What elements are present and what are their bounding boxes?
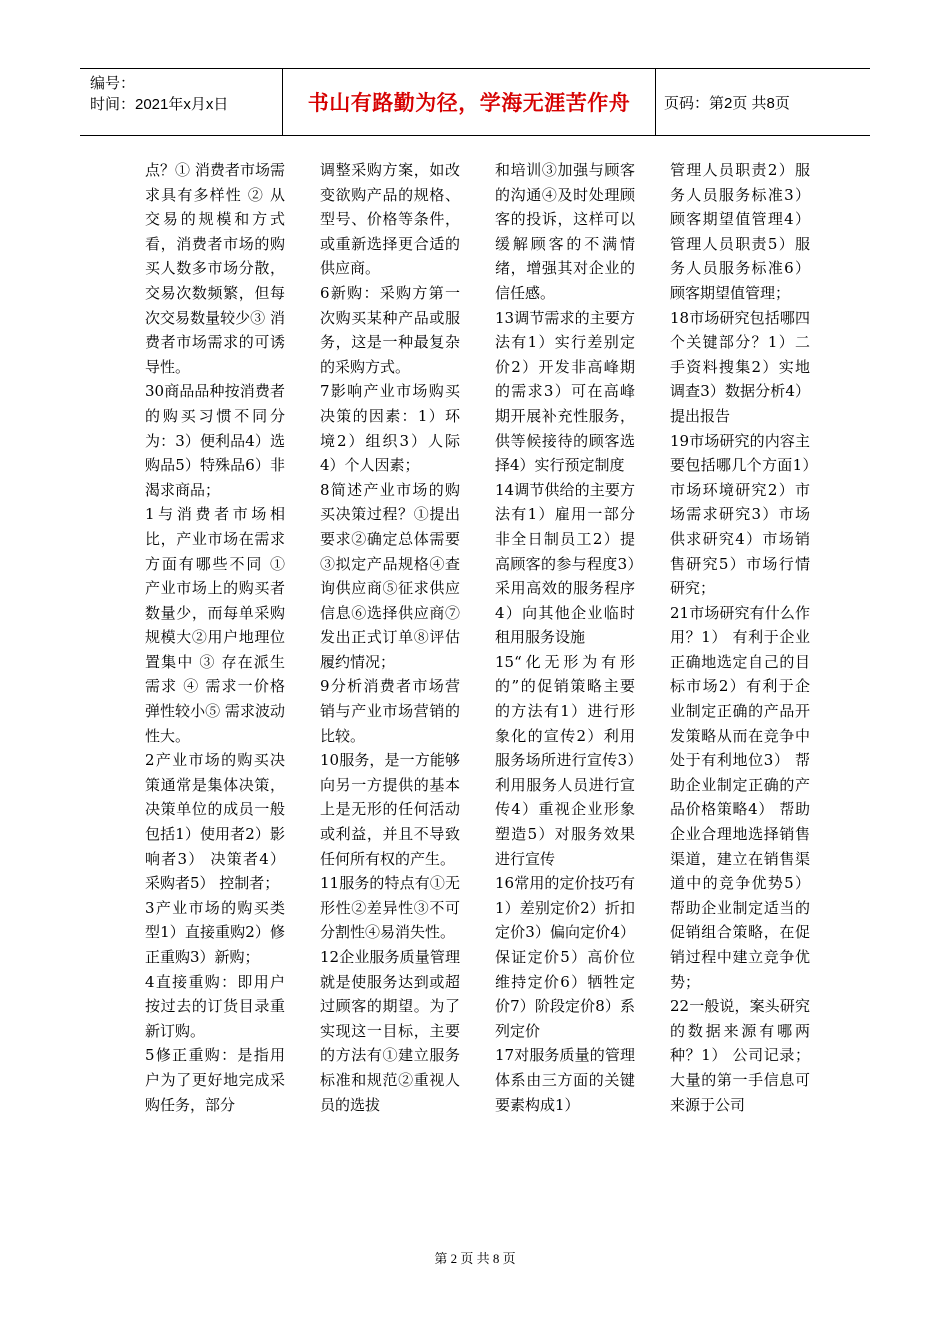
text-column-4 [670,158,810,1240]
paragraph: 2产业市场的购买决策通常是集体决策，决策单位的成员一般包括1）使用者2）影响者3） 决策者4） 采购者5） 控制者； [145,751,285,893]
document-time-label: 时间：2021年x月x日 [90,96,229,113]
header-motto: 书山有路勤为径，学海无涯苦作舟 [307,91,631,115]
paragraph: 15“化无形为有形的”的促销策略主要的方法有1）进行形象化的宣传2）利用服务场所进行宣传3）利用服务人员进行宣传4）重视企业形象塑造5）对服务效果进行宣传 [495,652,635,868]
header-page-cell [656,69,870,135]
paragraph: 1与消费者市场相比，产业市场在需求方面有哪些不同 ① 产业市场上的购买者数量少，而每单采购规模大②用户地理位置集中 ③ 存在派生需求 ④ 需求一价格弹性较小⑤ 需求波动性大。 [145,505,285,745]
paragraph: 10服务，是一方能够向另一方提供的基本上是无形的任何活动或利益，并且不导致任何所有权的产生。 [320,751,460,868]
paragraph: 调整采购方案，如改变欲购产品的规格、型号、价格等条件，或重新选择更合适的供应商。 [320,161,460,278]
paragraph: 16常用的定价技巧有1）差别定价2）折扣定价3）偏向定价4）保证定价5）高价位维持定价6）牺牲定价7）阶段定价8）系列定价 [495,874,635,1040]
paragraph: 3产业市场的购买类型1）直接重购2）修正重购3）新购； [145,898,285,966]
page-footer: 第 2 页 共 8 页 [434,1251,516,1266]
text-columns [145,158,810,1240]
paragraph: 12企业服务质量管理就是使服务达到或超过顾客的期望。为了实现这一目标，主要的方法有①建立服务标准和规范②重视人员的选拔 [320,948,460,1114]
paragraph: 13调节需求的主要方法有1）实行差别定价2）开发非高峰期的需求3）可在高峰期开展补充性服务，供等候接待的顾客选择4）实行预定制度 [495,308,635,475]
paragraph: 11服务的特点有①无形性②差异性③不可分割性④易消失性。 [320,874,460,942]
header-page-number: 页码：第2页 共8页 [664,94,790,112]
paragraph: 6新购：采购方第一次购买某种产品或服务，这是一种最复杂的采购方式。 [320,283,460,376]
paragraph: 9分析消费者市场营销与产业市场营销的比较。 [320,677,460,745]
paragraph: 14调节供给的主要方法有1）雇用一部分非全日制员工2）提高顾客的参与程度3）采用高效的服务程序4）向其他企业临时租用服务设施 [495,480,635,647]
header-meta [80,69,283,135]
paragraph: 22一般说，案头研究的数据来源有哪两种？1） 公司记录；大量的第一手信息可来源于公司 [670,997,810,1114]
text-column-1 [145,158,285,1240]
paragraph: 18市场研究包括哪四个关键部分？1）二手资料搜集2）实地调查3）数据分析4）提出报告 [670,308,810,425]
paragraph: 19市场研究的内容主要包括哪几个方面1）市场环境研究2）市场需求研究3）市场供求研究4）市场销售研究5）市场行情研究； [670,431,810,598]
paragraph: 5修正重购：是指用户为了更好地完成采购任务，部分 [145,1046,285,1114]
paragraph: 7影响产业市场购买决策的因素：1）环境2）组织3）人际4）个人因素； [320,382,460,475]
paragraph: 17对服务质量的管理体系由三方面的关键要素构成1） [495,1046,635,1114]
paragraph: 点？① 消费者市场需求具有多样性 ② 从交易的规模和方式看，消费者市场的购买人数多市场分散，交易次数频繁，但每次交易数量较少③ 消费者市场需求的可诱导性。 [145,161,285,376]
header-motto-cell [283,69,656,135]
paragraph: 4直接重购：即用户按过去的订货目录重新订购。 [145,972,285,1040]
paragraph: 30商品品种按消费者的购买习惯不同分为：3）便利品4）选购品5）特殊品6）非渴求商品； [145,382,285,499]
paragraph: 21市场研究有什么作用？1） 有利于企业正确地选定自己的目标市场2）有利于企业制定正确的产品开发策略从而在竞争中处于有利地位3） 帮助企业制定正确的产品价格策略4） 帮助企业合理地选择销售渠道，建立在销售渠道中的竞争优势5） 帮助企业制定适当的促销组合策略，在促销过程中建立竞争优势； [670,603,810,991]
text-column-3 [495,158,635,1240]
paragraph: 管理人员职责2）服务人员服务标准3）顾客期望值管理4）管理人员职责5）服务人员服务标准6）顾客期望值管理； [670,161,810,302]
page-header [80,68,870,136]
paragraph: 8简述产业市场的购买决策过程？①提出要求②确定总体需要③拟定产品规格④查询供应商⑤征求供应信息⑥选择供应商⑦发出正式订单⑧评估履约情况； [320,480,460,671]
paragraph: 和培训③加强与顾客的沟通④及时处理顾客的投诉，这样可以缓解顾客的不满情绪，增强其对企业的信任感。 [495,161,635,302]
text-column-2 [320,158,460,1240]
document-number-label: 编号： [90,75,136,92]
